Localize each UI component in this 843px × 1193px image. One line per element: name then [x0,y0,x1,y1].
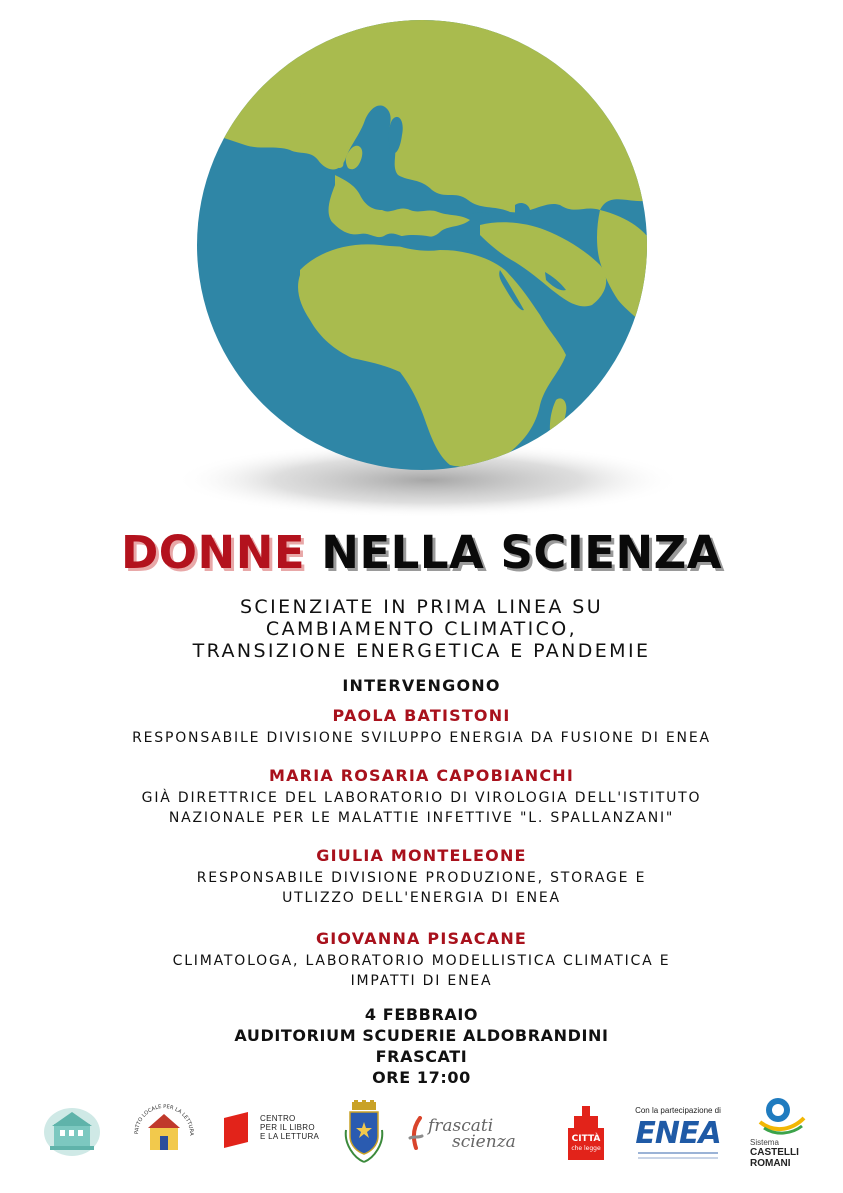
town-building-logo [42,1102,102,1158]
speaker-role: NAZIONALE PER LE MALATTIE INFETTIVE "L. SPALLANZANI" [168,810,675,826]
speaker-role: RESPONSABILE DIVISIONE SVILUPPO ENERGIA DA FUSIONE DI ENEA [132,730,711,746]
speaker-name: PAOLA BATISTONI [332,706,511,725]
cepell-mark-icon [224,1112,254,1148]
speaker-role: CLIMATOLOGA, LABORATORIO MODELLISTICA CLIMATICA E [172,953,671,969]
enea-divider [638,1152,718,1154]
patto-lettura-text: PATTO LOCALE PER LA LETTURA [133,1103,195,1136]
speaker-role: UTLIZZO DELL'ENERGIA DI ENEA [282,890,561,906]
castelli-romani-logo [750,1096,812,1170]
frascati-coat-of-arms-logo [342,1100,386,1166]
speaker-role: IMPATTI DI ENEA [350,973,493,989]
patto-lettura-logo [128,1092,198,1167]
subtitle-line: CAMBIAMENTO CLIMATICO, [265,618,578,640]
title-word-donne: DONNE [120,526,306,579]
castelli-romani-mark-icon [756,1096,806,1136]
castelli-text: ROMANI [750,1158,791,1169]
frascati-scienza-text-1: frascati [428,1116,494,1136]
subtitle-line: SCIENZIATE IN PRIMA LINEA SU [239,596,604,618]
castelli-text: Sistema [750,1138,779,1147]
poster-subtitle [0,596,843,662]
speaker-block [0,846,843,908]
speaker-name: GIOVANNA PISACANE [315,929,528,948]
subtitle-line: TRANSIZIONE ENERGETICA E PANDEMIE [192,640,651,662]
enea-logo [632,1106,724,1164]
enea-caption: Con la partecipazione di [635,1106,721,1115]
title-word-nella-scienza: NELLA SCIENZA [321,526,723,579]
event-date: 4 FEBBRAIO [364,1005,479,1024]
speaker-block [0,766,843,828]
citta-che-legge-logo [566,1106,606,1162]
castelli-text: CASTELLI [750,1147,799,1158]
event-venue: AUDITORIUM SCUDERIE ALDOBRANDINI [234,1026,609,1045]
speaker-block [0,706,843,748]
cepell-text: CENTRO [260,1114,296,1123]
event-time: ORE 17:00 [372,1068,471,1087]
enea-divider [638,1157,718,1159]
frascati-scienza-mark-icon [406,1116,428,1150]
citta-subtext: che legge [571,1145,601,1152]
event-details [0,1004,843,1088]
cepell-text: PER IL LIBRO [260,1123,315,1132]
speaker-name: MARIA ROSARIA CAPOBIANCHI [268,766,575,785]
speaker-role: GIÀ DIRETTRICE DEL LABORATORIO DI VIROLOGIA DELL'ISTITUTO [141,790,702,806]
cepell-text: E LA LETTURA [260,1132,320,1141]
speakers-heading: INTERVENGONO [342,676,501,695]
frascati-scienza-text-2: scienza [452,1132,516,1152]
poster-title [0,526,843,579]
cepell-logo [224,1112,324,1148]
globe-illustration [0,0,843,520]
frascati-scienza-logo [406,1114,536,1154]
citta-text: CITTÀ [571,1134,601,1144]
enea-wordmark: ENEA [635,1116,721,1151]
event-city: FRASCATI [375,1047,468,1066]
sponsor-logos [0,1092,843,1172]
speaker-role: RESPONSABILE DIVISIONE PRODUZIONE, STORAGE E [196,870,647,886]
speaker-name: GIULIA MONTELEONE [316,846,527,865]
speaker-block [0,929,843,991]
